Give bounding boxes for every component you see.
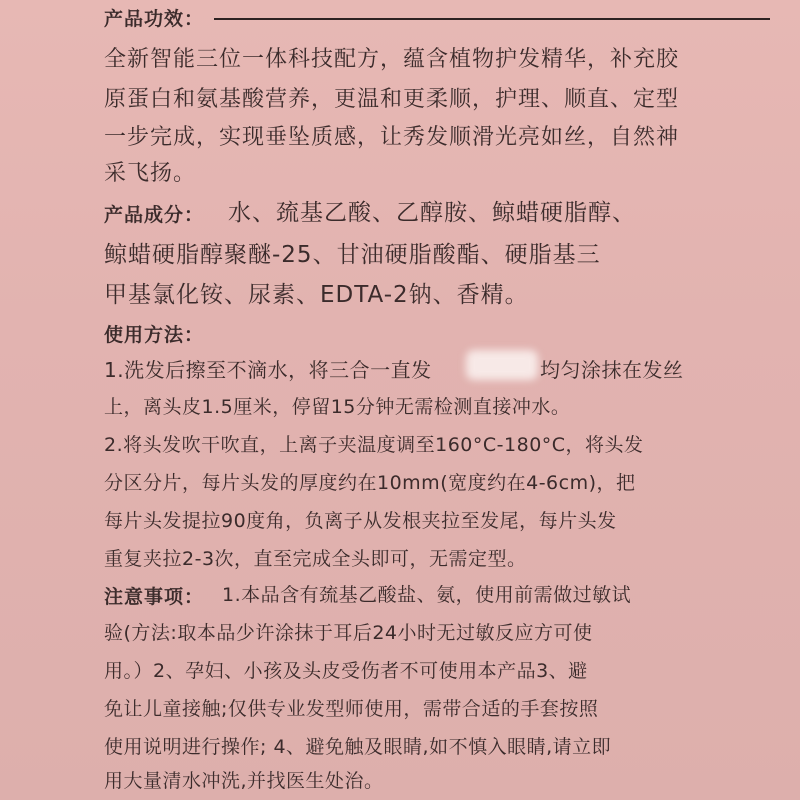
efficacy-line-4: 采飞扬。 [104,161,197,186]
usage-heading: 使用方法： [104,324,205,346]
ingredients-heading: 产品成分： [104,204,205,226]
usage-line-4: 分区分片，每片头发的厚度约在10mm(宽度约在4-6cm)，把 [104,472,636,494]
usage-line-1a: 1.洗发后擦至不滴水，将三合一直发 [104,358,432,382]
ingredients-line-3: 甲基氯化铵、尿素、EDTA-2钠、香精。 [104,282,529,308]
efficacy-line-2: 原蛋白和氨基酸营养，更温和更柔顺，护理、顺直、定型 [104,87,680,112]
ingredients-line-2: 鲸蜡硬脂醇聚醚-25、甘油硬脂酸酯、硬脂基三 [104,242,601,268]
notes-line-1: 1.本品含有巯基乙酸盐、氨，使用前需做过敏试 [222,584,632,606]
notes-line-4: 免让儿童接触;仅供专业发型师使用，需带合适的手套按照 [104,698,599,720]
efficacy-heading: 产品功效： [104,8,205,30]
efficacy-line-3: 一步完成，实现垂坠质感，让秀发顺滑光亮如丝，自然神 [104,125,680,150]
notes-line-6: 用大量清水冲洗,并找医生处治。 [104,770,384,792]
notes-line-2: 验(方法:取本品少许涂抹于耳后24小时无过敏反应方可使 [104,622,593,644]
notes-line-3: 用。）2、孕妇、小孩及头皮受伤者不可使用本产品3、避 [104,660,588,682]
obscured-text-patch [466,350,538,380]
usage-line-1b: 均匀涂抹在发丝 [540,358,684,382]
usage-line-6: 重复夹拉2-3次，直至完成全头即可，无需定型。 [104,548,527,570]
usage-line-2: 上，离头皮1.5厘米，停留15分钟无需检测直接冲水。 [104,396,571,418]
notes-heading: 注意事项： [104,586,205,608]
heading-rule-divider [214,18,770,20]
efficacy-line-1: 全新智能三位一体科技配方，蕴含植物护发精华，补充胶 [104,47,680,72]
usage-line-3: 2.将头发吹干吹直，上离子夹温度调至160°C-180°C，将头发 [104,434,644,456]
notes-line-5: 使用说明进行操作; 4、避免触及眼睛,如不慎入眼睛,请立即 [104,736,612,758]
ingredients-line-1: 水、巯基乙酸、乙醇胺、鲸蜡硬脂醇、 [228,200,636,226]
usage-line-5: 每片头发提拉90度角，负离子从发根夹拉至发尾，每片头发 [104,510,617,532]
